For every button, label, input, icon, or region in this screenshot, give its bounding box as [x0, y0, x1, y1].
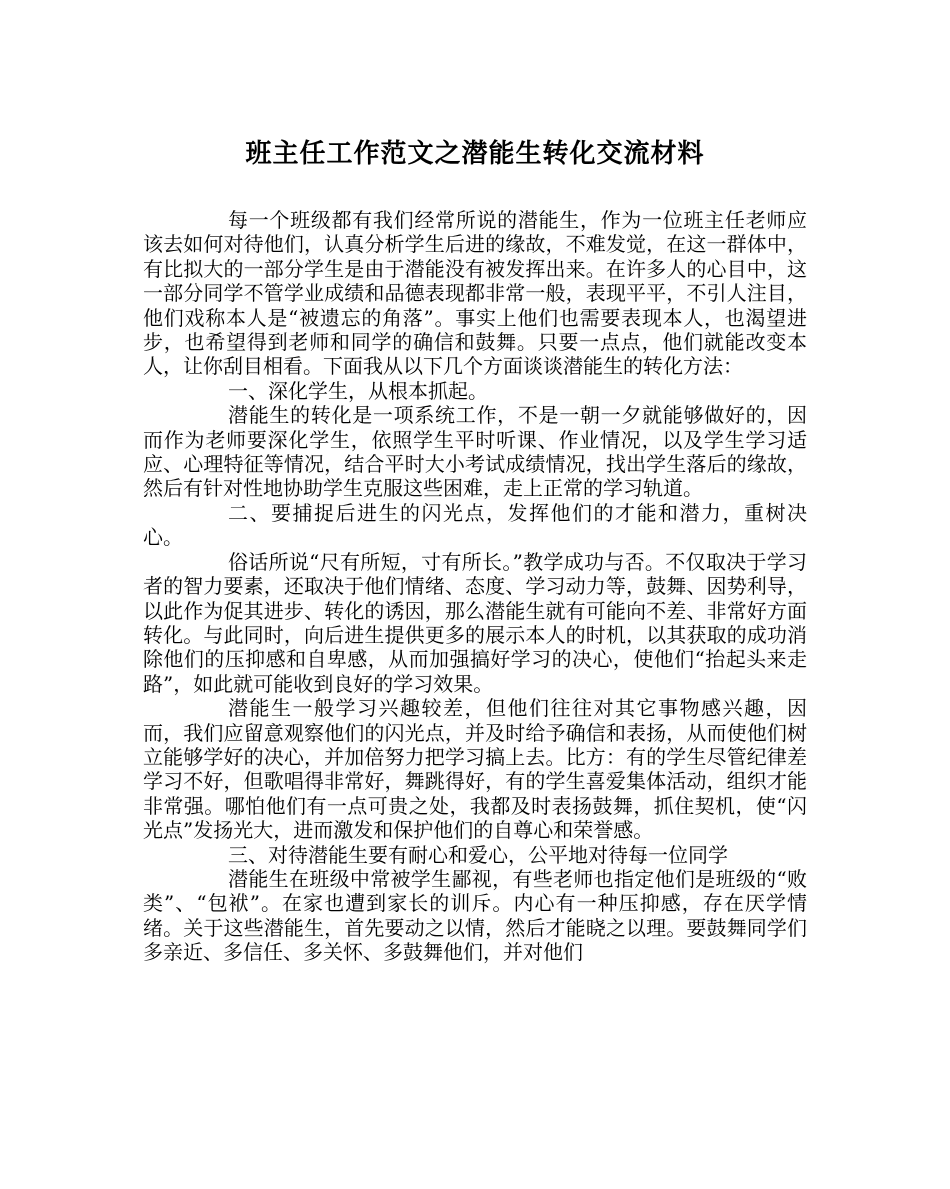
paragraph-section-2a: 俗话所说“尺有所短，寸有所长。”教学成功与否。不仅取决于学习者的智力要素，还取决于他们情绪、态度、学习动力等，鼓舞、因势利导，以此作为促其进步、转化的诱因，那么潜能生就有可能向不差、非常好方面转化。与此同时，向后进生提供更多的展示本人的时机，以其获取的成功消除他们的压抑感和自卑感，从而加强搞好学习的决心，使他们“抬起头来走路”，如此就可能收到良好的学习效果。: [143, 549, 807, 696]
section-heading-3: 三、对待潜能生要有耐心和爱心，公平地对待每一位同学: [228, 842, 728, 867]
section-heading-1: 一、深化学生，从根本抓起。: [228, 378, 488, 403]
document-body: [143, 208, 807, 965]
section-heading-2: 二、要捕捉后进生的闪光点，发挥他们的才能和潜力，重树决心。: [143, 500, 807, 550]
paragraph-intro: 每一个班级都有我们经常所说的潜能生，作为一位班主任老师应该去如何对待他们，认真分析学生后进的缘故，不难发觉，在这一群体中，有比拟大的一部分学生是由于潜能没有被发挥出来。在许多人的心目中，这一部分同学不管学业成绩和品德表现都非常一般，表现平平，不引人注目，他们戏称本人是“被遗忘的角落”。事实上他们也需要表现本人，也渴望进步，也希望得到老师和同学的确信和鼓舞。只要一点点，他们就能改变本人，让你刮目相看。下面我从以下几个方面谈谈潜能生的转化方法：: [143, 208, 807, 379]
paragraph-section-1: 潜能生的转化是一项系统工作，不是一朝一夕就能够做好的，因而作为老师要深化学生，依照学生平时听课、作业情况，以及学生学习适应、心理特征等情况，结合平时大小考试成绩情况，找出学生落后的缘故，然后有针对性地协助学生克服这些困难，走上正常的学习轨道。: [143, 403, 807, 501]
paragraph-section-2b: 潜能生一般学习兴趣较差，但他们往往对其它事物感兴趣，因而，我们应留意观察他们的闪光点，并及时给予确信和表扬，从而使他们树立能够学好的决心，并加倍努力把学习搞上去。比方：有的学生尽管纪律差学习不好，但歌唱得非常好，舞跳得好，有的学生喜爱集体活动，组织才能非常强。哪怕他们有一点可贵之处，我都及时表扬鼓舞，抓住契机，使“闪光点”发扬光大，进而激发和保护他们的自尊心和荣誉感。: [143, 696, 807, 843]
paragraph-section-3: 潜能生在班级中常被学生鄙视，有些老师也指定他们是班级的“败类”、“包袱”。在家也遭到家长的训斥。内心有一种压抑感，存在厌学情绪。关于这些潜能生，首先要动之以情，然后才能晓之以理。要鼓舞同学们多亲近、多信任、多关怀、多鼓舞他们，并对他们: [143, 866, 807, 965]
document-title: 班主任工作范文之潜能生转化交流材料: [245, 139, 705, 169]
